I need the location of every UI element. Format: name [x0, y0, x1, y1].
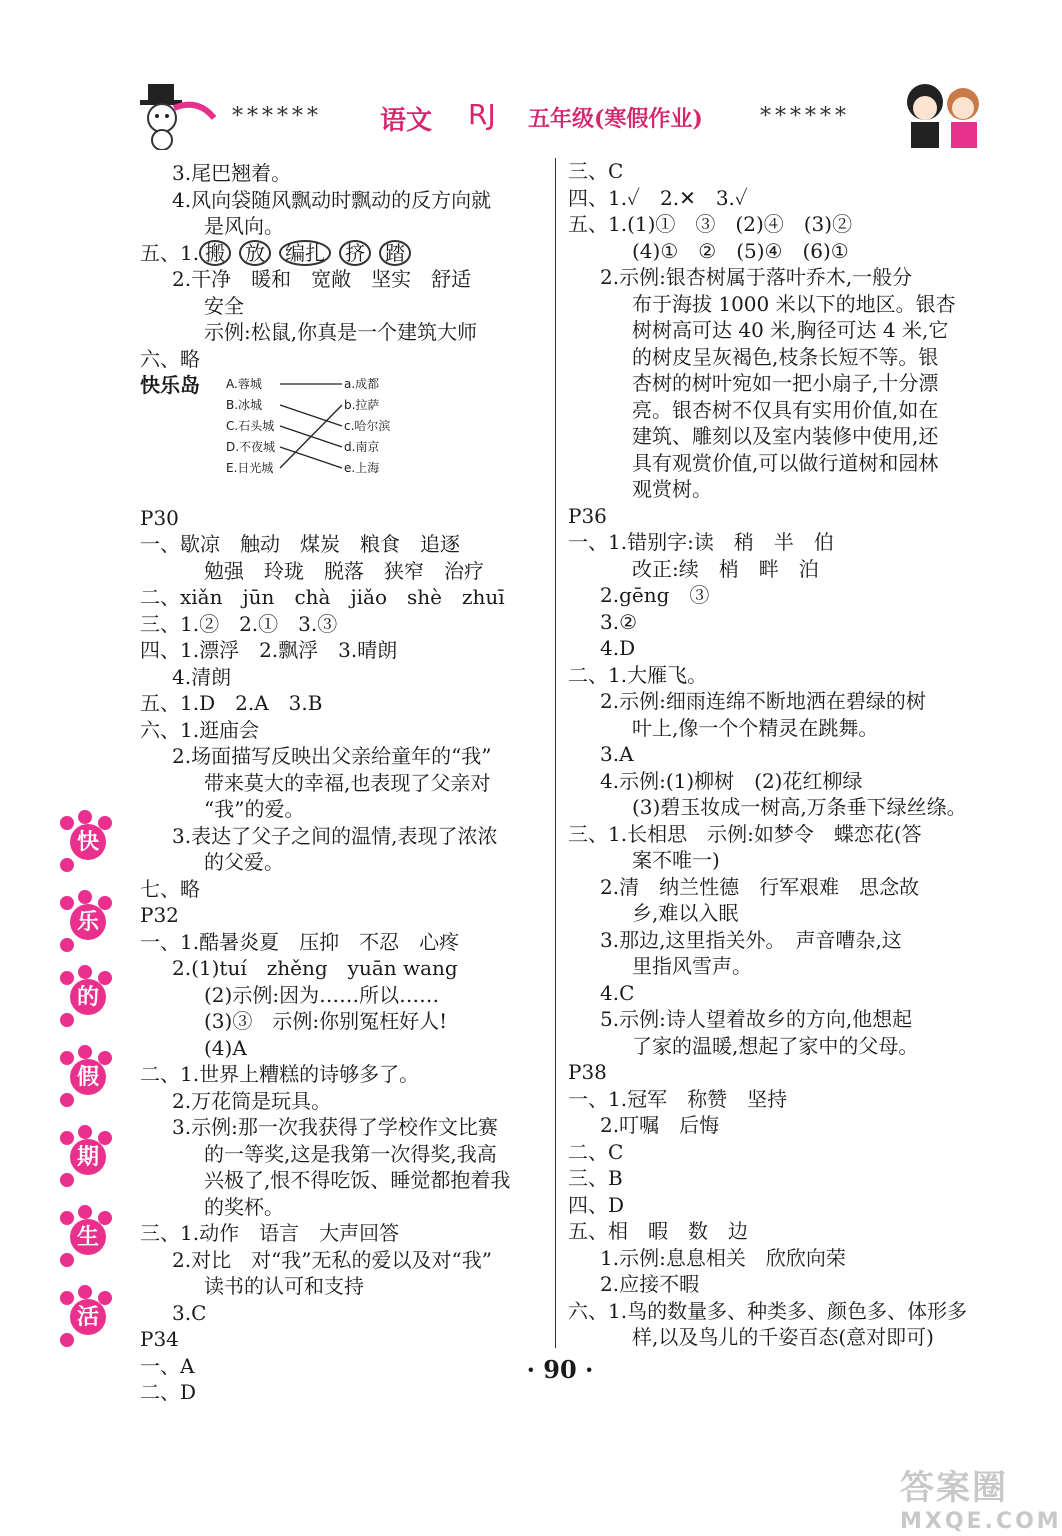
answer-line: 2.示例:银杏树属于落叶乔木,一般分 [600, 265, 913, 289]
answer-line: 3.那边,这里指关外。 声音嘈杂,这 [600, 927, 902, 952]
answer-line: 亮。银杏树不仅具有实用价值,如在 [632, 397, 939, 422]
answer-line: 示例:松鼠,你真是一个建筑大师 [204, 320, 478, 344]
paw-toe [60, 1211, 74, 1225]
paw-toe [60, 971, 74, 985]
answer-line: 案不唯一) [632, 848, 720, 872]
answer-line: P34 [140, 1327, 179, 1351]
paw-toe [60, 1173, 74, 1187]
paw-char: 期 [70, 1139, 106, 1175]
answer-line: 2.gēng ③ [600, 583, 710, 607]
match-left-item: A.蓉城 [226, 377, 262, 391]
paw-toe [78, 1285, 92, 1299]
paw-toe [60, 1253, 74, 1267]
answer-line: 二、1.大雁飞。 [568, 662, 708, 687]
circled-word: 搬 [199, 240, 231, 266]
answer-line: P38 [568, 1060, 607, 1084]
paw-badge [56, 1125, 120, 1189]
answer-line: 2.清 纳兰性德 行军艰难 思念故 [600, 874, 920, 899]
paw-toe [78, 965, 92, 979]
answer-line: 2.叮嘱 后悔 [600, 1113, 720, 1137]
answer-line: 一、歇凉 触动 煤炭 粮食 追逐 [140, 532, 460, 556]
paw-badge [56, 1045, 120, 1109]
answer-line: 2.场面描写反映出父亲给童年的“我” [172, 744, 492, 768]
answer-line: (4)A [204, 1035, 247, 1060]
answer-line: 勉强 玲珑 脱落 狭窄 治疗 [204, 558, 484, 583]
paw-char: 的 [70, 979, 106, 1015]
answer-line: P30 [140, 505, 179, 530]
answer-line: 四、D [568, 1192, 625, 1217]
answer-line: 带来莫大的幸福,也表现了父亲对 [204, 770, 491, 795]
paw-toe [78, 890, 92, 904]
kids-illustration [895, 78, 990, 150]
match-right-item: d.南京 [344, 440, 380, 454]
answer-line: 五、1.(1)① ③ (2)④ (3)② [568, 212, 853, 236]
paw-badge [56, 810, 120, 874]
answer-line: 六、1.鸟的数量多、种类多、颜色多、体形多 [568, 1298, 968, 1323]
snowman-illustration [128, 78, 218, 150]
answer-line: 二、xiǎn jūn chà jiǎo shè zhuī [140, 585, 505, 609]
paw-toe [60, 816, 74, 830]
watermark-logo: 答案圈 [900, 1468, 1008, 1508]
answer-line: 五、1.D 2.A 3.B [140, 691, 323, 715]
header-stars-right: ****** [760, 104, 850, 129]
answer-line: 2.(1)tuí zhěng yuān wang [172, 956, 458, 980]
answer-line: 3.② [600, 609, 638, 634]
page-number: · 90 · [526, 1355, 594, 1384]
matching-diagram [226, 375, 426, 485]
paw-toe [60, 1131, 74, 1145]
paw-toe [60, 938, 74, 952]
answer-line: 四、1.✓ 2.✕ 3.✓ [568, 185, 748, 210]
paw-char: 生 [70, 1219, 106, 1255]
header-grade: 五年级(寒假作业) [528, 106, 703, 132]
answer-line: 读书的认可和支持 [204, 1274, 364, 1298]
answer-line: 3.C [172, 1300, 207, 1325]
answer-line: 快乐岛 [140, 373, 200, 397]
answer-line: 5.示例:诗人望着故乡的方向,他想起 [600, 1007, 913, 1031]
header-edition: RJ [468, 98, 496, 131]
match-right-item: b.拉萨 [344, 398, 380, 412]
answer-line: 一、1.酷暑炎夏 压抑 不忍 心疼 [140, 929, 460, 954]
answer-line: 叶上,像一个个精灵在跳舞。 [632, 715, 879, 740]
answer-line: 3.示例:那一次我获得了学校作文比赛 [172, 1115, 498, 1139]
paw-toe [60, 1333, 74, 1347]
paw-badge [56, 890, 120, 954]
answer-line: 的树皮呈灰褐色,枝条长短不等。银 [632, 344, 939, 369]
watermark-url: MXQE.COM [900, 1509, 1062, 1534]
answer-line: (2)示例:因为……所以…… [204, 982, 440, 1007]
answer-line: “我”的爱。 [204, 797, 305, 821]
answer-line: 4.C [600, 980, 635, 1005]
answer-line: 一、1.冠军 称赞 坚持 [568, 1086, 788, 1111]
answer-line: 三、B [568, 1166, 623, 1190]
answer-line: 4.示例:(1)柳树 (2)花红柳绿 [600, 768, 863, 793]
circled-word: 放 [239, 240, 271, 266]
circled-word: 挤 [339, 240, 371, 266]
answer-line: 六、1.逛庙会 [140, 717, 260, 742]
match-left-item: D.不夜城 [226, 440, 276, 454]
answer-line: 3.A [600, 742, 634, 766]
answer-line: 安全 [204, 293, 244, 318]
answer-line: 三、C [568, 159, 624, 183]
paw-char: 假 [70, 1059, 106, 1095]
paw-char: 活 [70, 1299, 106, 1335]
answer-line: P32 [140, 903, 179, 927]
paw-badge [56, 1285, 120, 1349]
circled-words-line [140, 240, 550, 267]
answer-line: 4.清朗 [172, 664, 232, 689]
answer-line: 杏树的树叶宛如一把小扇子,十分漂 [632, 371, 939, 395]
paw-toe [60, 896, 74, 910]
answer-line: 具有观赏价值,可以做行道树和园林 [632, 450, 939, 475]
answer-line: 改正:续 梢 畔 泊 [632, 556, 819, 581]
paw-toe [60, 1291, 74, 1305]
match-line [280, 447, 342, 468]
answer-line: 2.对比 对“我”无私的爱以及对“我” [172, 1247, 492, 1272]
answer-line: 一、1.错别字:读 稍 半 伯 [568, 530, 834, 554]
answer-line: 七、略 [140, 876, 200, 901]
column-divider [555, 158, 556, 1348]
paw-toe [78, 1205, 92, 1219]
right-answer-column [568, 158, 1008, 1351]
paw-toe [60, 1013, 74, 1027]
answer-line: 里指风雪声。 [632, 954, 752, 978]
answer-line: 2.应接不暇 [600, 1272, 700, 1296]
match-left-item: E.日光城 [226, 461, 274, 475]
match-right-item: c.哈尔滨 [344, 419, 391, 433]
paw-char: 快 [70, 824, 106, 860]
answer-line: 3.尾巴翘着。 [172, 161, 292, 185]
paw-char: 乐 [70, 904, 106, 940]
answer-line: 是风向。 [204, 214, 284, 238]
answer-line: 3.表达了父子之间的温情,表现了浓浓 [172, 823, 498, 848]
answer-line: 4.风向袋随风飘动时飘动的反方向就 [172, 187, 492, 212]
paw-toe [60, 1093, 74, 1107]
answer-line: 三、1.② 2.① 3.③ [140, 611, 338, 636]
answer-line: 四、1.漂浮 2.飘浮 3.晴朗 [140, 638, 398, 662]
answer-line: 的一等奖,这是我第一次得奖,我高 [204, 1141, 497, 1166]
left-answer-column [140, 160, 550, 1406]
paw-toe [60, 858, 74, 872]
paw-badge [56, 1205, 120, 1269]
answer-line: 的父爱。 [204, 850, 284, 874]
paw-toe [60, 1051, 74, 1065]
answer-line: 二、1.世界上糟糕的诗够多了。 [140, 1062, 420, 1086]
answer-line: 乡,难以入眠 [632, 901, 739, 925]
answer-line: 样,以及鸟儿的千姿百态(意对即可) [632, 1325, 934, 1349]
header-subject: 语文 [380, 106, 433, 136]
match-left-item: C.石头城 [226, 419, 275, 433]
answer-line: 观赏树。 [632, 477, 712, 501]
answer-line: 一、A [140, 1353, 195, 1378]
match-line [280, 405, 342, 468]
circled-word: 编扎 [279, 240, 331, 266]
paw-toe [78, 1125, 92, 1139]
answer-line: (3)碧玉妆成一树高,万条垂下绿丝绦。 [632, 795, 967, 819]
header-stars-left: ****** [232, 104, 322, 129]
answer-line: 树树高可达 40 米,胸径可达 4 米,它 [632, 318, 949, 342]
answer-line: 三、1.动作 语言 大声回答 [140, 1221, 400, 1245]
answer-line: 建筑、雕刻以及室内装修中使用,还 [632, 424, 939, 448]
watermark [900, 1460, 1062, 1534]
answer-line: 2.万花筒是玩具。 [172, 1088, 332, 1113]
match-left-item: B.冰城 [226, 398, 263, 412]
paw-toe [78, 1045, 92, 1059]
circled-word: 踏 [379, 240, 411, 266]
answer-line: (3)③ 示例:你别冤枉好人! [204, 1009, 448, 1033]
match-line [280, 405, 342, 426]
match-right-item: a.成都 [344, 377, 380, 391]
answer-line: 五、相 暇 数 边 [568, 1219, 748, 1243]
circled-prefix: 五、1. [140, 240, 200, 265]
paw-badge [56, 965, 120, 1029]
answer-line: 4.D [600, 636, 636, 660]
answer-line: 1.示例:息息相关 欣欣向荣 [600, 1245, 846, 1270]
paw-toe [78, 810, 92, 824]
answer-line: 三、1.长相思 示例:如梦令 蝶恋花(答 [568, 821, 922, 846]
match-right-item: e.上海 [344, 461, 380, 475]
answer-line: 2.干净 暖和 宽敞 坚实 舒适 [172, 267, 472, 291]
answer-line: 了家的温暖,想起了家中的父母。 [632, 1033, 919, 1058]
answer-line: 二、D [140, 1380, 197, 1404]
answer-line: 的奖杯。 [204, 1194, 284, 1219]
answer-line: 2.示例:细雨连绵不断地洒在碧绿的树 [600, 689, 926, 713]
answer-line: 布于海拔 1000 米以下的地区。银杏 [632, 291, 956, 316]
answer-line: 六、略 [140, 346, 200, 371]
answer-line: 兴极了,恨不得吃饭、睡觉都抱着我 [204, 1168, 511, 1192]
answer-line: (4)① ② (5)④ (6)① [632, 238, 849, 263]
answer-line: 二、C [568, 1139, 624, 1164]
answer-line: P36 [568, 503, 607, 528]
